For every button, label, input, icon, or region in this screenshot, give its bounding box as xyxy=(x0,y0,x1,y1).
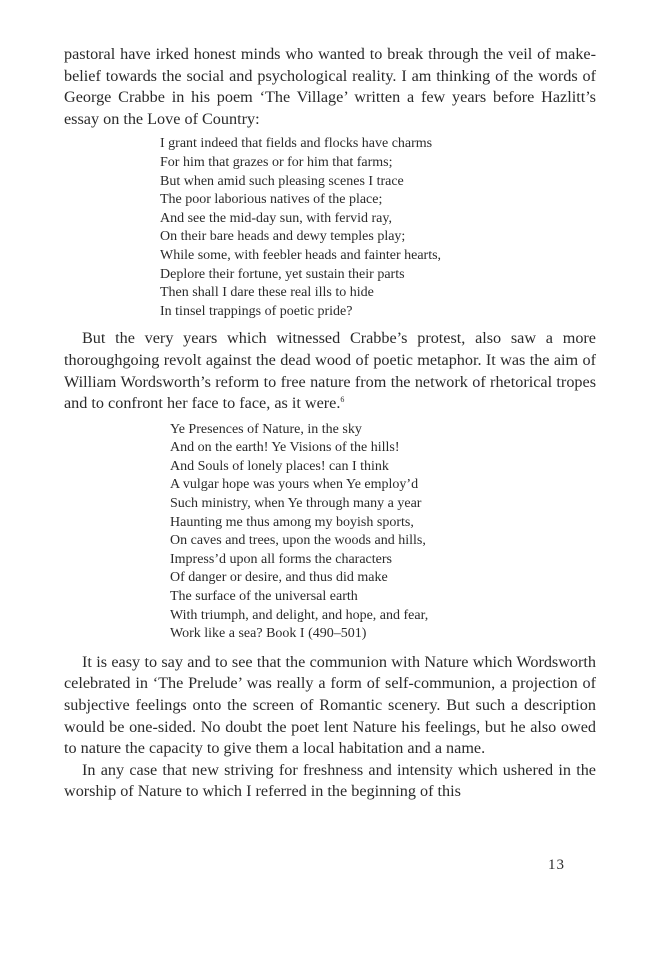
verse-line: Deplore their fortune, yet sustain their parts xyxy=(160,266,405,282)
verse-line: And on the earth! Ye Visions of the hills! xyxy=(170,440,400,456)
verse-line: Such ministry, when Ye through many a year xyxy=(170,496,422,512)
footnote-marker: 6 xyxy=(340,395,345,405)
verse-line: With triumph, and delight, and hope, and fear, xyxy=(170,607,429,623)
paragraph-1: pastoral have irked honest minds who wanted to break through the veil of make-belief towards the social and psychological reality. I am thinking of the words of George Crabbe in his poem ‘The Village’ written a few years before Hazlitt’s essay on the Love of Country: xyxy=(64,45,596,128)
verse-line: Ye Presences of Nature, in the sky xyxy=(170,421,362,437)
page-body xyxy=(64,44,596,803)
page-number: 13 xyxy=(548,857,565,873)
verse-line: In tinsel trappings of poetic pride? xyxy=(160,303,353,319)
paragraph-3: It is easy to say and to see that the communion with Nature which Wordsworth celebrated in ‘The Prelude’ was really a form of self-communion, a projection of subjective feelings onto the screen of Romantic scenery. But such a description would be one-sided. No doubt the poet lent Nature his feelings, but he also owed to nature the capacity to give them a local habitation and a name. xyxy=(64,652,596,758)
paragraph-2 xyxy=(64,328,596,414)
paragraph-2-text: But the very years which witnessed Crabbe’s protest, also saw a more thoroughgoing revolt against the dead wood of poetic metaphor. It was the aim of William Wordsworth’s reform to free nature from the network of rhetorical tropes and to confront her face to face, as it were. xyxy=(64,329,596,413)
verse-line: And see the mid-day sun, with fervid ray, xyxy=(160,210,392,226)
verse-line: Haunting me thus among my boyish sports, xyxy=(170,514,414,530)
verse-line: Impress’d upon all forms the characters xyxy=(170,551,392,567)
verse-line: Work like a sea? xyxy=(170,626,263,642)
verse-line: While some, with feebler heads and fainter hearts, xyxy=(160,247,442,263)
verse-line: The surface of the universal earth xyxy=(170,589,358,605)
verse-line: A vulgar hope was yours when Ye employ’d xyxy=(170,477,419,493)
verse-line: For him that grazes or for him that farms; xyxy=(160,154,393,170)
verse-line: On their bare heads and dewy temples play; xyxy=(160,229,406,245)
verse-wordsworth xyxy=(170,421,596,644)
verse-crabbe xyxy=(160,135,596,321)
verse-line: And Souls of lonely places! can I think xyxy=(170,458,389,474)
paragraph-4: In any case that new striving for freshness and intensity which ushered in the worship of Nature to which I referred in the beginning of this xyxy=(64,760,596,801)
verse-last-line xyxy=(170,625,490,644)
verse-citation: Book I (490–501) xyxy=(266,626,367,642)
verse-line: On caves and trees, upon the woods and hills, xyxy=(170,533,426,549)
verse-line: But when amid such pleasing scenes I trace xyxy=(160,173,404,189)
verse-line: The poor laborious natives of the place; xyxy=(160,192,383,208)
verse-line: Then shall I dare these real ills to hide xyxy=(160,285,374,301)
verse-line: Of danger or desire, and thus did make xyxy=(170,570,388,586)
verse-line: I grant indeed that fields and flocks have charms xyxy=(160,136,433,152)
